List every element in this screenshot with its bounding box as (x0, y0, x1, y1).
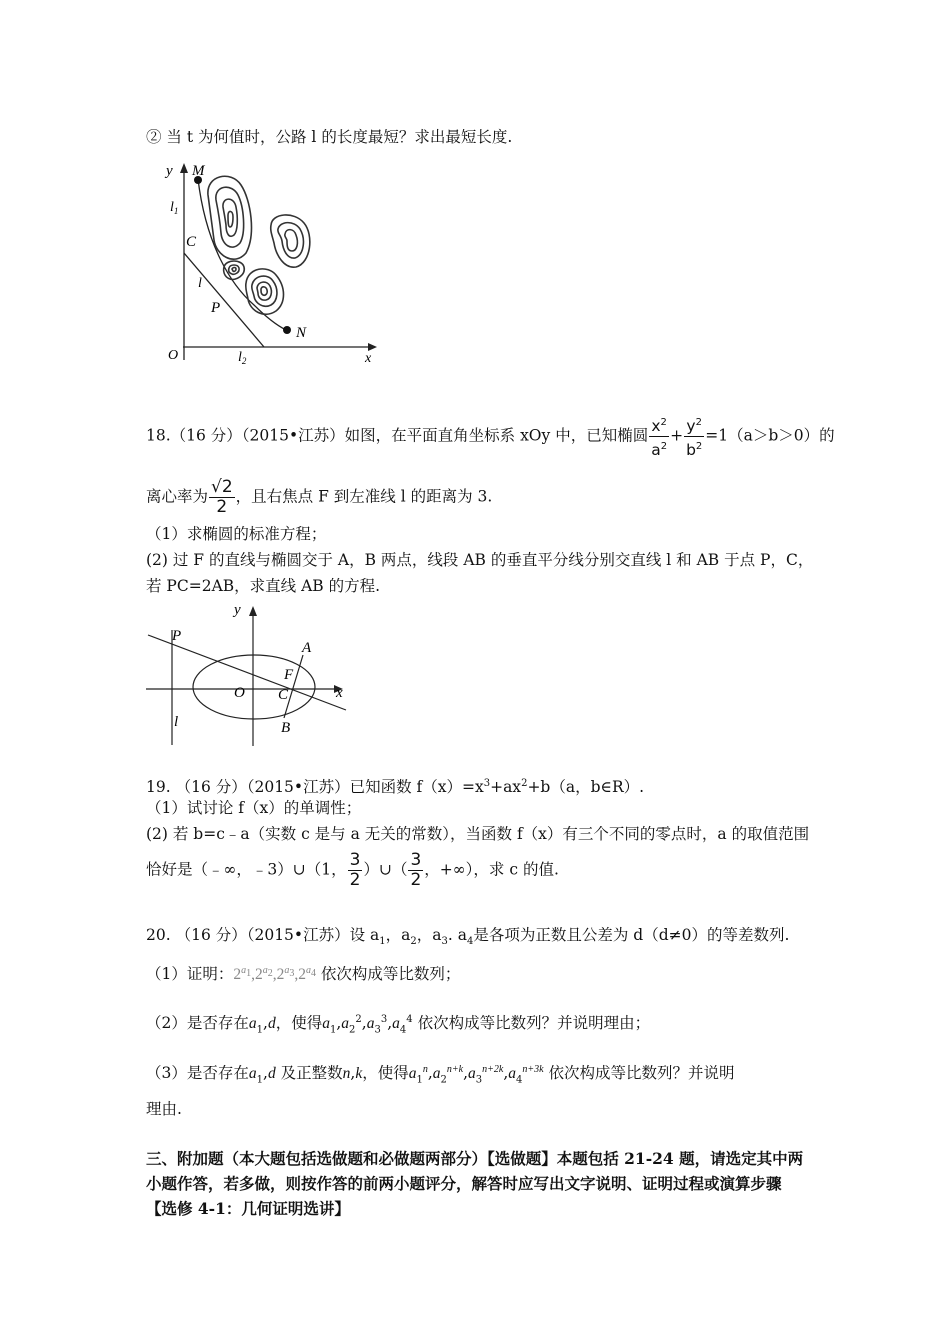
fig2-c-label: C (278, 687, 289, 703)
ellipse-x-fraction: $\frac{x^2}{a^2}$ (649, 413, 669, 460)
section3-line2: 小题作答，若多做，则按作答的前两小题评分，解答时应写出文字说明、证明过程或演算步骤 (146, 1174, 782, 1193)
fig2-o-label: O (234, 685, 245, 701)
q17-part2: ② 当 t 为何值时，公路 l 的长度最短？求出最短长度. (146, 128, 513, 146)
q19-part2-cont: 恰好是（﹣∞，﹣3）∪（1， $\frac{3}{2}$ ）∪（ $\frac{3}{2}$ ，+∞），求 c 的值. (146, 850, 559, 890)
q18-intro: 18.（16 分）（2015•江苏）如图，在平面直角坐标系 xOy 中，已知椭圆 $\frac{x^2}{a^2}$ + $\frac{y^2}{b^2}$ =1（a＞b＞0）的 (146, 413, 835, 460)
fig2-a-label: A (302, 640, 312, 656)
q20-intro: 20. （16 分）（2015•江苏）设 $a_1$，$a_2$，$a_3$. $a_4$是各项为正数且公差为 d（d≠0）的等差数列. (146, 926, 790, 948)
sqrt2-over-2: $\frac{√2}{2}$ (211, 477, 233, 517)
q20-part3: （3）是否存在$a_1,d$ 及正整数n,k，使得$a_1^n,a_2^{n+k},a_3^{n+2k},a_4^{n+3k}$ 依次构成等比数列？并说明 (146, 1064, 735, 1086)
q20-part3-cont: 理由. (146, 1100, 182, 1118)
fig2-b-label: B (281, 720, 291, 736)
three-halves-2: $\frac{3}{2}$ (410, 850, 422, 890)
fig1-c-label: C (186, 234, 197, 250)
fig1-l-label: l (198, 276, 202, 291)
section3-line1: 三、附加题（本大题包括选做题和必做题两部分）【选做题】本题包括 21-24 题，请选定其中两 (146, 1149, 804, 1168)
fig1-l2-label: $l_2$ (238, 350, 247, 366)
q18-part2-cont: 若 PC=2AB，求直线 AB 的方程. (146, 577, 381, 595)
q20-part2: （2）是否存在$a_1,d$，使得$a_1,a_2^2,a_3^3,a_4^4$ 依次构成等比数列？并说明理由； (146, 1014, 651, 1036)
ellipse-y-fraction: $\frac{y^2}{b^2}$ (684, 413, 704, 460)
fig1-o-label: O (168, 348, 179, 363)
figure-ellipse (146, 600, 356, 748)
fig1-l1-label: $l_1$ (170, 200, 179, 216)
fig1-m-label: M (192, 163, 205, 179)
fig1-n-label: N (296, 325, 307, 341)
q19-intro: 19. （16 分）（2015•江苏）已知函数 $f(x)=x^3+ax^2+b(a$，b∈R）. (146, 778, 645, 797)
q19-part1: （1）试讨论 f（x）的单调性； (146, 799, 362, 817)
fig2-p-label: P (172, 628, 182, 644)
fig1-x-label: x (365, 351, 372, 366)
section3-heading: 【选修 4-1：几何证明选讲】 (146, 1199, 350, 1218)
q20-part1: （1）证明：$2^{a_1},2^{a_2},2^{a_3},2^{a_4}$ 依次构成等比数列； (146, 965, 461, 984)
fig1-y-label: y (166, 163, 173, 179)
q18-part2: (2) 过 F 的直线与椭圆交于 A，B 两点，线段 AB 的垂直平分线分别交直线 l 和 AB 于点 P，C， (146, 551, 814, 569)
fig2-f-label: F (284, 667, 294, 683)
q18-eccentricity: 离心率为 $\frac{√2}{2}$ ，且右焦点 F 到左准线 l 的距离为 3. (146, 477, 493, 517)
three-halves-1: $\frac{3}{2}$ (349, 850, 361, 890)
fig2-x-label: x (336, 685, 343, 701)
figure-road-contours (146, 155, 381, 370)
fig2-l-label: l (174, 714, 179, 730)
fig2-y-label: y (234, 602, 241, 618)
powers-of-two: $2^{a_1},2^{a_2},2^{a_3},2^{a_4}$ (233, 965, 316, 984)
point-n (283, 326, 291, 334)
fig1-p-label: P (211, 300, 221, 316)
q18-part1: （1）求椭圆的标准方程； (146, 525, 327, 543)
q19-part2: (2) 若 b=c﹣a（实数 c 是与 a 无关的常数），当函数 f（x）有三个不同的零点时，a 的取值范围 (146, 825, 810, 843)
